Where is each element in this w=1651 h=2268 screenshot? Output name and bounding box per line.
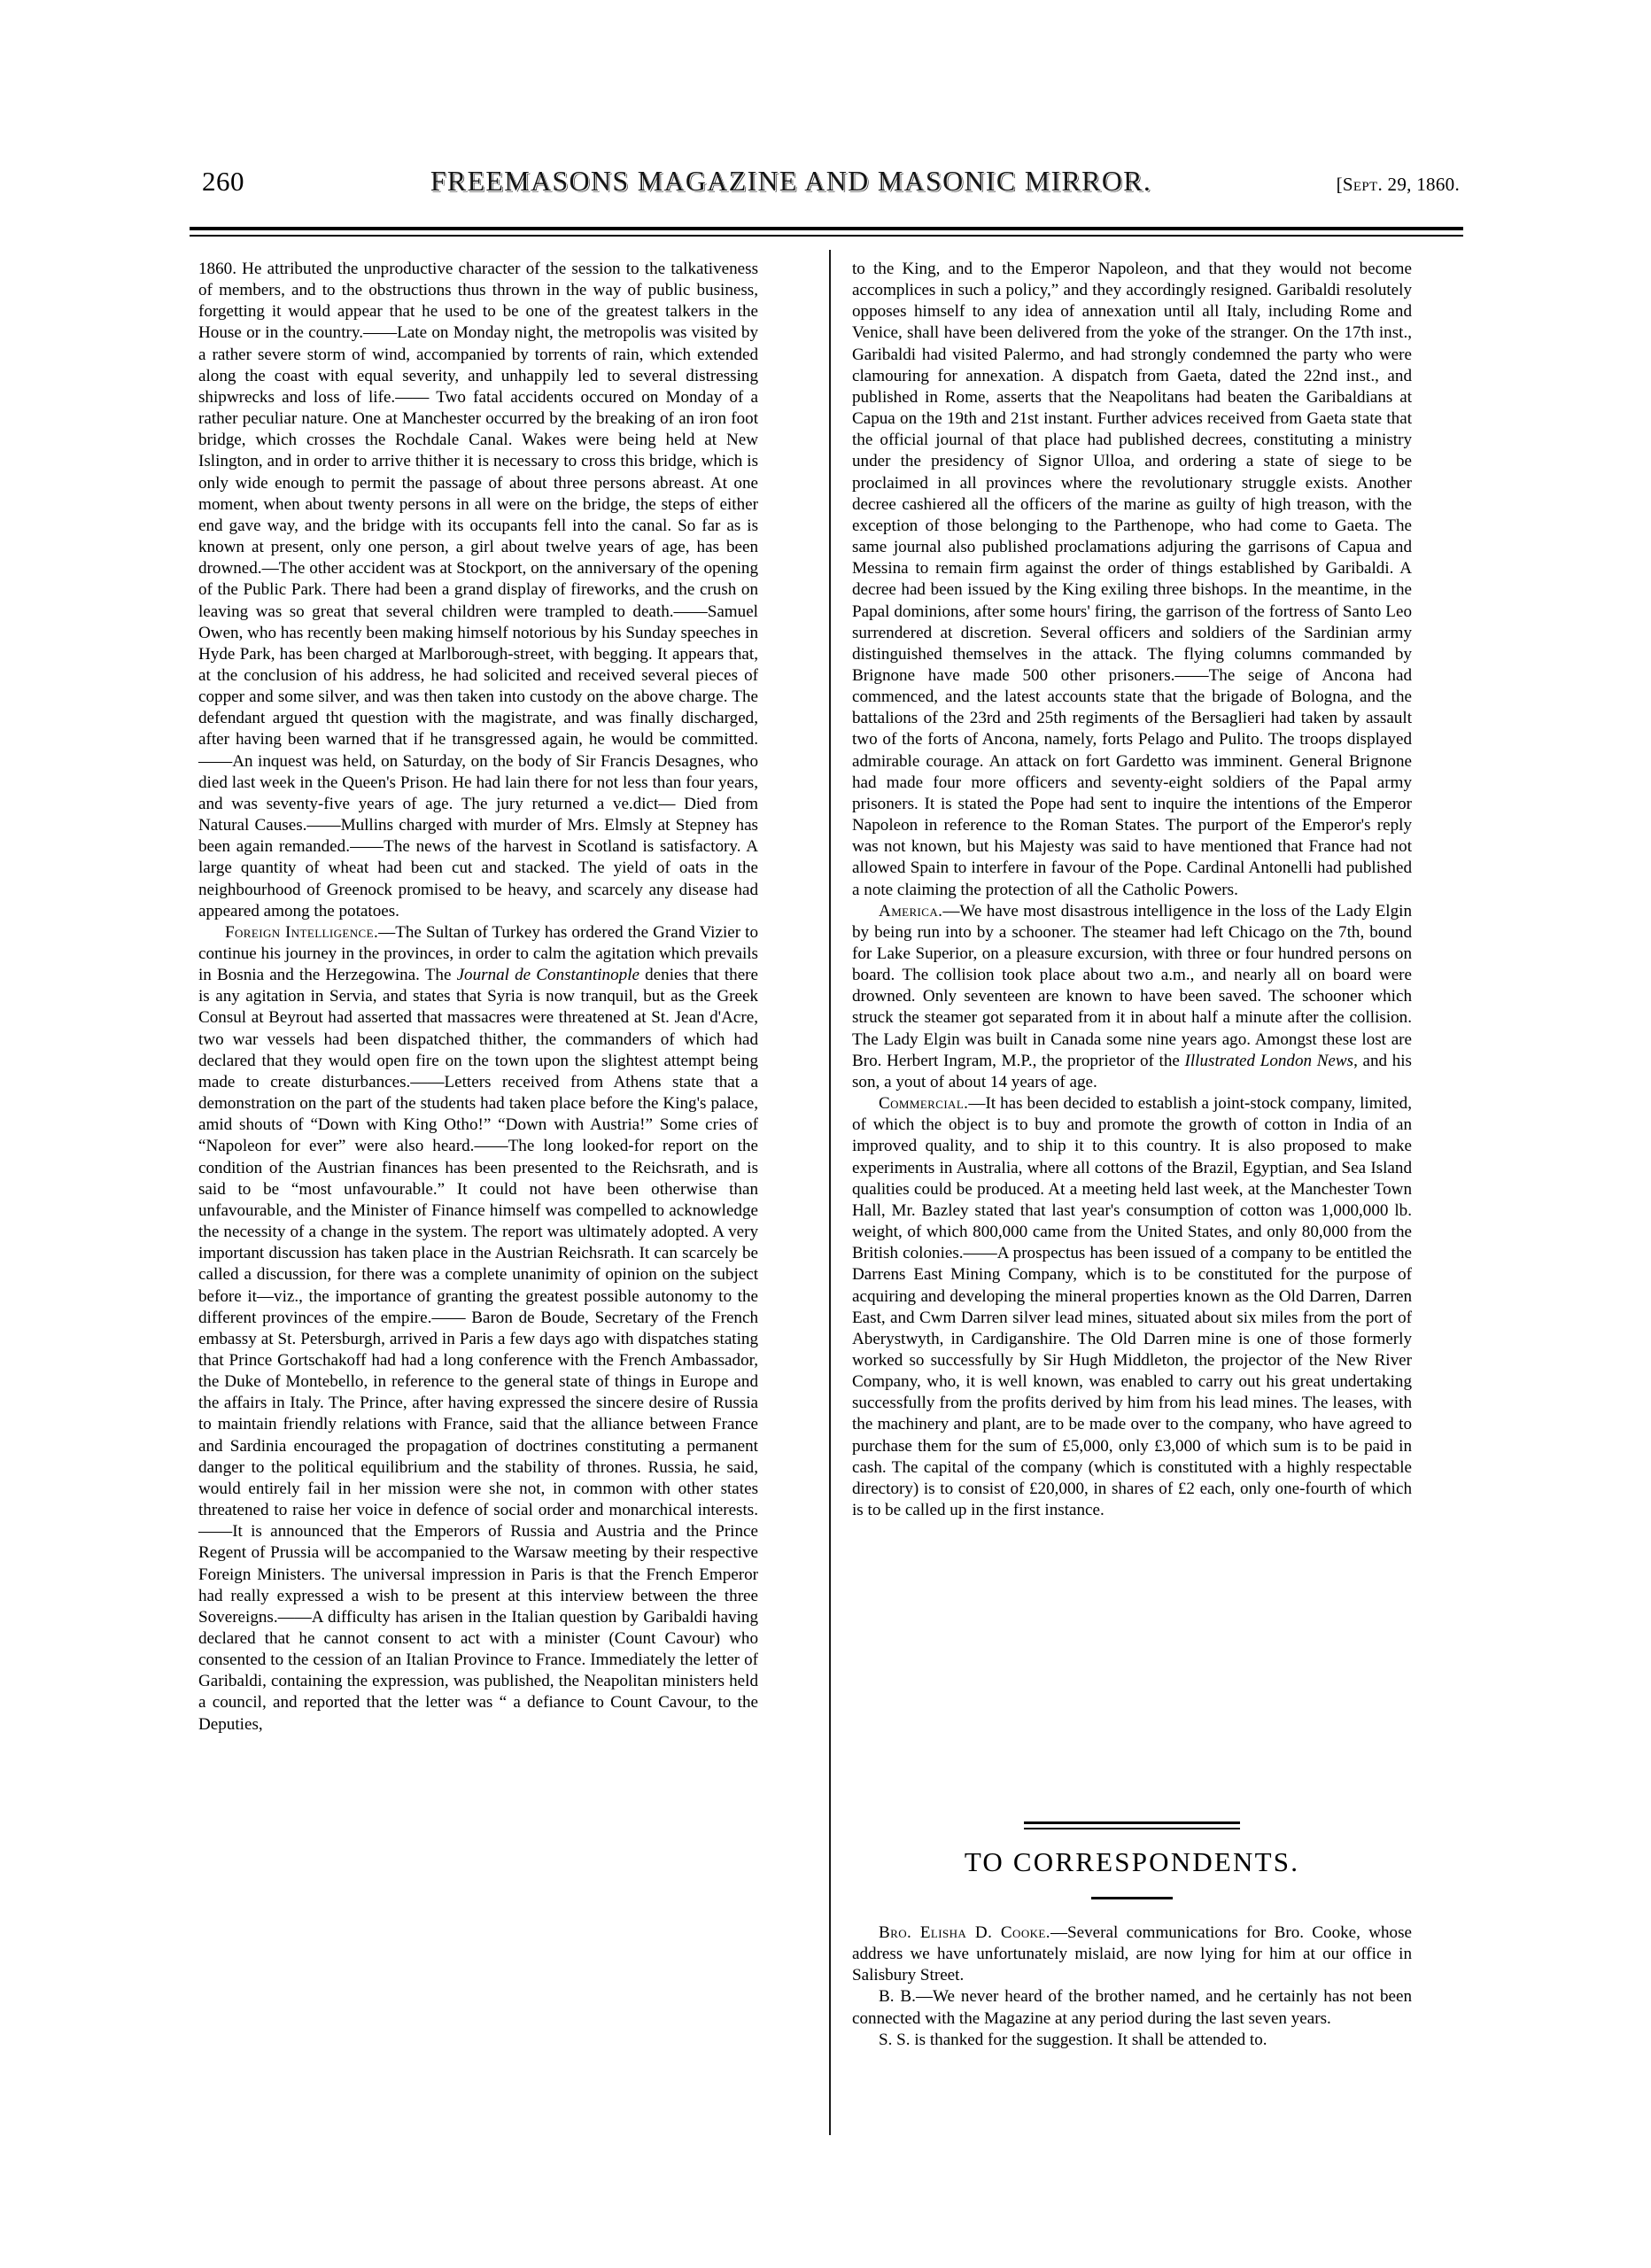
- header-rule-thin: [190, 235, 1463, 237]
- left-text-column: [198, 259, 758, 1736]
- page-folio: 260: [202, 166, 244, 197]
- foreign-intelligence-text-2: denies that there is any agitation in Servia, and states that Syria is now tranquil, but as the Greek Consul at Beyrout had asserted that massacres were threatened at St. Jean d'Acre, two war vessels had been dispatched thither, the commanders of which had declared that they would open fire on the town upon the slightest attempt being made to create disturbances.——Letters received from Athens state that a demonstration on the part of the students had taken place before the King's palace, amid shouts of “Down with King Otho!” “Down with Austria!” Some cries of “Napoleon for ever” were also heard.——The long looked-for report on the condition of the Austrian finances has been presented to the Reichsrath, and is said to be “most unfavourable.” It could not have been otherwise than unfavourable, and the Minister of Finance himself was compelled to acknowledge the necessity of a change in the system. The report was ultimately adopted. A very important discussion has taken place in the Austrian Reichsrath. It can scarcely be called a discussion, for there was a complete unanimity of opinion on the subject before it—viz., the importance of granting the greatest possible autonomy to the different provinces of the empire.—— Baron de Boude, Secretary of the French embassy at St. Petersburgh, arrived in Paris a few days ago with dispatches stating that Prince Gortschakoff had had a long conference with the French Ambassador, the Duke of Montebello, in reference to the general state of things in Europe and the affairs in Italy. The Prince, after having expressed the sincere desire of Russia to maintain friendly relations with France, said that the alliance between France and Sardinia encouraged the propagation of doctrines constituting a permanent danger to the political equilibrium and the stability of thrones. Russia, he said, would entirely fail in her mission were she not, in common with other states threatened to raise her voice in defence of social order and monarchical interests.——It is announced that the Emperors of Russia and Austria and the Prince Regent of Prussia will be accompanied to the Warsaw meeting by their respective Foreign Ministers. The universal impression in Paris is that the French Emperor had really expressed a wish to be present at this interview between the three Sovereigns.——A difficulty has arisen in the Italian question by Garibaldi having declared that he cannot consent to act with a minister (Count Cavour) who consented to the cession of an Italian Province to France. Immediately the letter of Garibaldi, containing the expression, was published, the Neapolitan ministers held a council, and reported that the letter was “ a defiance to Count Cavour, to the Deputies,: [198, 966, 758, 1734]
- correspondents-entries: [852, 1922, 1412, 2051]
- to-correspondents-title: TO CORRESPONDENTS.: [964, 1846, 1300, 1877]
- america-text: —We have most disastrous intelligence in the loss of the Lady Elgin by being run into by a schooner. The steamer had left Chicago on the 7th, bound for Lake Superior, on a pleasure excursion, with three or four hundred persons on board. The collision took place about two a.m., and nearly all on board were drowned. Only seventeen are known to have been saved. The schooner which struck the steamer got separated from it in about half a minute after the collision. The Lady Elgin was built in Canada some nine years ago. Amongst these lost are Bro. Herbert Ingram, M.P., the proprietor of the: [852, 901, 1412, 1070]
- running-title: FREEMASONS MAGAZINE AND MASONIC MIRROR.: [430, 165, 1152, 197]
- correspondents-rule-thick: [1024, 1821, 1240, 1824]
- paragraph-foreign-intelligence: [198, 922, 758, 1736]
- correspondents-rule-thin: [1024, 1828, 1240, 1829]
- section-heading-commercial: Commercial.: [879, 1094, 969, 1114]
- section-heading-america: America.: [879, 901, 943, 920]
- correspondent-body: —Several communications for Bro. Cooke, whose address we have unfortunately mislaid, are now lying for him at our office in Salisbury Street.: [852, 1923, 1412, 1985]
- correspondent-entry: [852, 1922, 1412, 1986]
- correspondent-entry: [852, 1986, 1412, 2029]
- column-divider-rule: [829, 250, 831, 2135]
- correspondents-rule-above: [1024, 1821, 1240, 1829]
- right-text-column: [852, 259, 1412, 1521]
- commercial-text: —It has been decided to establish a joint-stock company, limited, of which the object is to buy and promote the growth of cotton in India of an improved quality, and to ship it to this country. It is also proposed to make experiments in Australia, where all cottons of the Brazil, Egyptian, and Sea Island qualities could be produced. At a meeting held last week, at the Manchester Town Hall, Mr. Bazley stated that last year's consumption of cotton was 1,000,000 lb. weight, of which 800,000 came from the United States, and only 80,000 from the British colonies.——A prospectus has been issued of a company to be entitled the Darrens East Mining Company, which is to be constituted for the purpose of acquiring and developing the mineral properties known as the Old Darren, Darren East, and Cwm Darren silver lead mines, situated about six miles from the port of Aberystwyth, in Cardiganshire. The Old Darren mine is one of those formerly worked so successfully by Sir Hugh Middleton, the projector of the New River Company, who, it is well known, was enabled to carry out his great undertaking successfully from the profits derived by him from his lead mines. The leases, with the machinery and plant, are to be made over to the company, who have agreed to purchase them for the sum of £5,000, only £3,000 of which sum is to be paid in cash. The capital of the company (which is constituted with a highly respectable directory) is to consist of £20,000, in shares of £2 each, only one-fourth of which is to be called up in the first instance.: [852, 1094, 1412, 1520]
- correspondent-body: S. S. is thanked for the suggestion. It shall be attended to.: [879, 2030, 1267, 2049]
- foreign-intelligence-text-1: —The Sultan of Turkey has ordered the Grand Vizier to continue his journey in the provinces, in order to calm the agitation which prevails in Bosnia and the Herzegowina. The: [198, 922, 759, 985]
- paragraph-commercial: [852, 1093, 1412, 1521]
- header-rule-thick: [190, 227, 1463, 230]
- paragraph-foreign-continuation: to the King, and to the Emperor Napoleon, and that they would not become accomplices in such a policy,” and they accordingly resigned. Garibaldi resolutely opposes himself to any idea of annexation until all Italy, including Rome and Venice, shall have been delivered from the yoke of the stranger. On the 17th inst., Garibaldi had visited Palermo, and had strongly condemned the party who were clamouring for annexation. A dispatch from Gaeta, dated the 22nd inst., and published in Rome, asserts that the Neapolitans had beaten the Garibaldians at Capua on the 19th and 21st instant. Further advices received from Gaeta state that the official journal of that place had published decrees, constituting a ministry under the presidency of Signor Ulloa, and ordering a state of siege to be proclaimed in all provinces where the revolutionary struggle exists. Another decree cashiered all the officers of the marine as guilty of high treason, with the exception of those belonging to the Parthenope, who had come to Gaeta. The same journal also published proclamations adjuring the garrisons of Capua and Messina to remain firm against the order of things established by Garibaldi. A decree had been issued by the King exiling three bishops. In the meantime, in the Papal dominions, after some hours' firing, the garrison of the fortress of Santo Leo surrendered at discretion. Several officers and soldiers of the Sardinian army distinguished themselves in the attack. The flying columns commanded by Brignone have made 500 other prisoners.——The seige of Ancona had commenced, and the latest accounts state that the brigade of Bologna, and the battalions of the 23rd and 25th regiments of the Bersaglieri had taken by assault two of the forts of Ancona, namely, forts Pelago and Pulito. The troops displayed admirable courage. An attack on fort Gardetto was imminent. General Brignone had made four more officers and seventy-eight soldiers of the Papal army prisoners. It is stated the Pope had sent to inquire the intentions of the Emperor Napoleon in reference to the Roman States. The purport of the Emperor's reply was not known, but his Majesty was said to have mentioned that France had not allowed Spain to interfere in favour of the Pope. Cardinal Antonelli had published a note claiming the protection of all the Catholic Powers.: [852, 260, 1412, 899]
- journal-title-italic: Journal de Constantinople: [456, 966, 639, 985]
- running-head: [202, 165, 1460, 206]
- paragraph-home-news: 1860. He attributed the unproductive character of the session to the talkativeness of members, and to the obstructions thus thrown in the way of public business, forgetting it would appear that he used to be one of the greatest talkers in the House or in the country.——Late on Monday night, the metropolis was visited by a rather severe storm of wind, accompanied by torrents of rain, which extended along the coast with equal severity, and unhappily led to several distressing shipwrecks and loss of life.—— Two fatal accidents occured on Monday of a rather peculiar nature. One at Manchester occurred by the breaking of an iron foot bridge, which crosses the Rochdale Canal. Wakes were being held at New Islington, and in order to arrive thither it is necessary to cross this bridge, which is only wide enough to permit the passage of about three persons abreast. At one moment, when about twenty persons in all were on the bridge, the steps of either end gave way, and the bridge with its occupants fell into the canal. So far as is known at present, only one person, a girl about twelve years of age, has been drowned.—The other accident was at Stockport, on the anniversary of the opening of the Public Park. There had been a grand display of fireworks, and the crush on leaving was so great that several children were trampled to death.——Samuel Owen, who has recently been making himself notorious by his Sunday speeches in Hyde Park, has been charged at Marlborough-street, with begging. It appears that, at the conclusion of his address, he had solicited and received several pieces of copper and some silver, and was then taken into custody on the above charge. The defendant argued tht question with the magistrate, and was finally discharged, after having been warned that if he transgressed again, he would be committed.——An inquest was held, on Saturday, on the body of Sir Francis Desagnes, who died last week in the Queen's Prison. He had lain there for not less than four years, and was seventy-five years of age. The jury returned a ve.dict— Died from Natural Causes.——Mullins charged with murder of Mrs. Elmsly at Stepney has been again remanded.——The news of the harvest in Scotland is satisfactory. A large quantity of wheat had been cut and stacked. The yield of oats in the neighbourhood of Greenock promised to be heavy, and scarcely any disease had appeared among the potatoes.: [198, 260, 758, 920]
- to-correspondents-section: [852, 1821, 1412, 2051]
- correspondent-addressee: Bro. Elisha D. Cooke.: [879, 1923, 1050, 1942]
- america-text-after: , and his son, a yout of about 14 years of age.: [852, 1051, 1412, 1091]
- correspondents-rule-below: [1091, 1897, 1173, 1899]
- correspondent-body: —We never heard of the brother named, and he certainly has not been connected with the Magazine at any period during the last seven years.: [852, 1987, 1412, 2028]
- newspaper-title-italic: Illustrated London News: [1184, 1051, 1354, 1070]
- paragraph-america: [852, 901, 1412, 1093]
- header-double-rule: [190, 227, 1463, 237]
- issue-date: [Sept. 29, 1860.: [1336, 174, 1460, 195]
- section-heading-foreign-intelligence: Foreign Intelligence.: [225, 922, 379, 942]
- correspondent-entry: [852, 2030, 1412, 2051]
- correspondent-addressee: B. B.: [879, 1987, 916, 2007]
